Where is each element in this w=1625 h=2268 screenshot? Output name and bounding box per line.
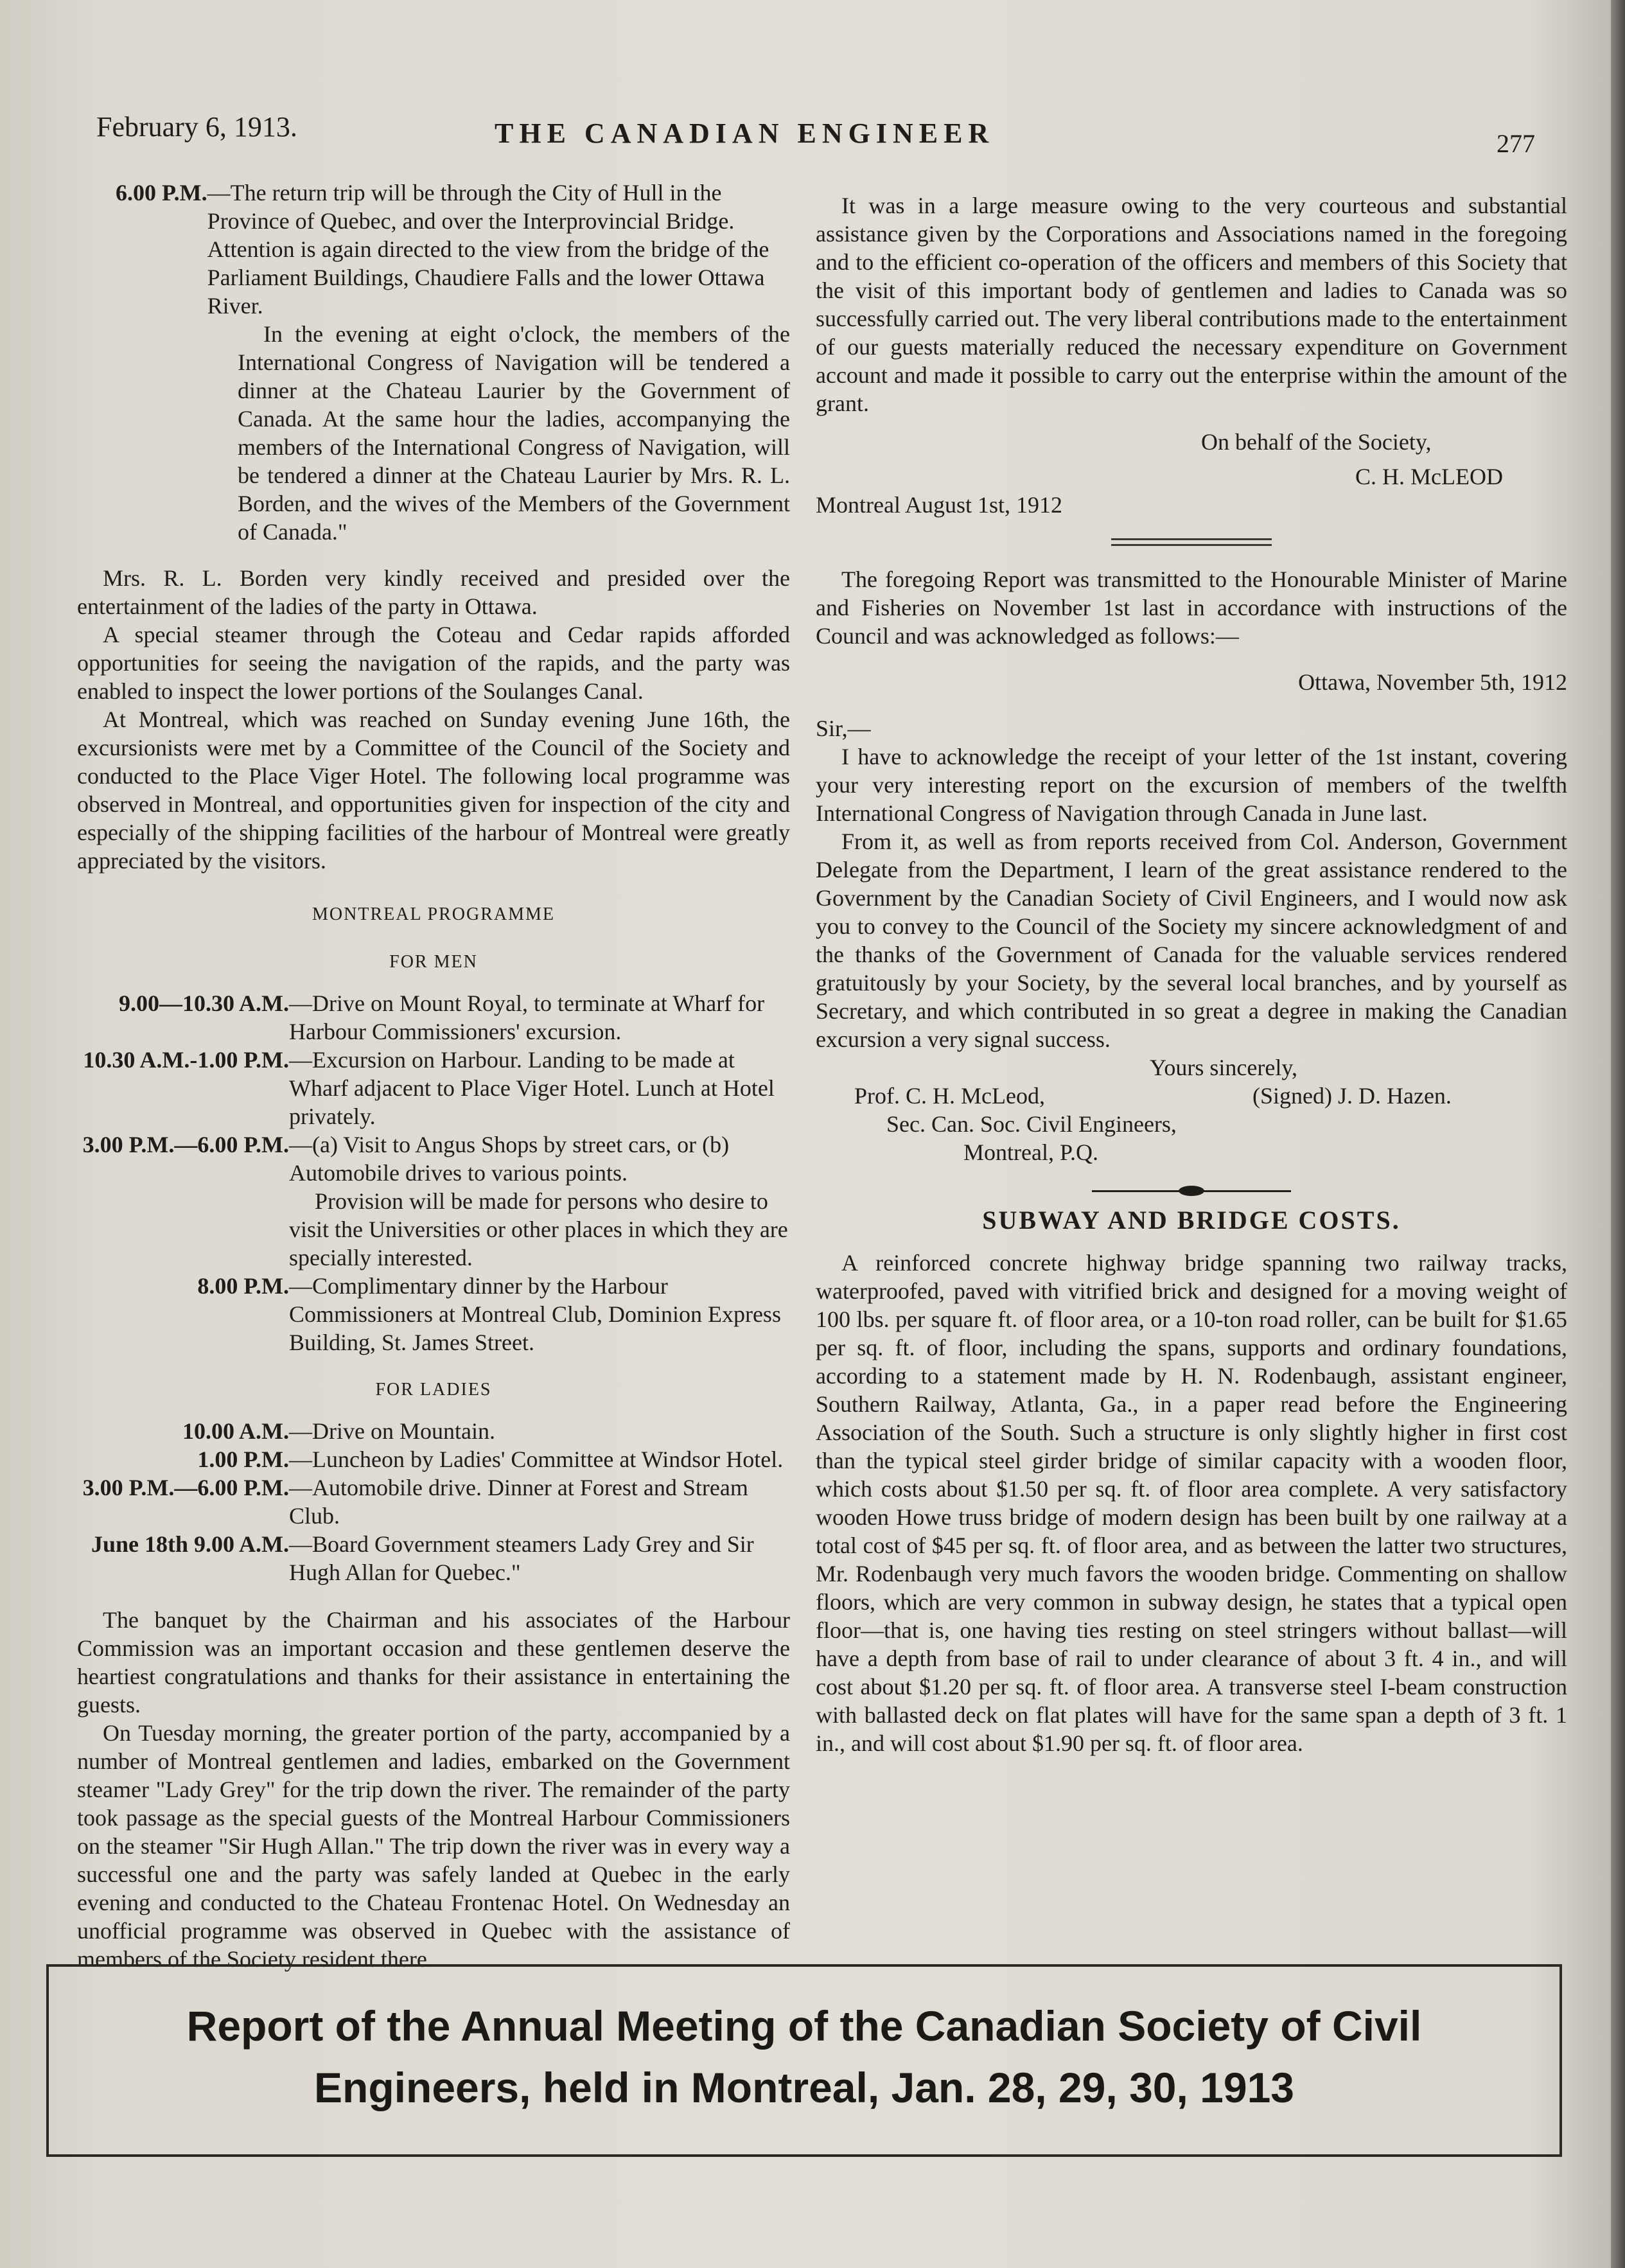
page-binding-edge	[1611, 0, 1625, 2268]
letter-signature-row	[854, 1082, 1567, 1110]
paragraph: Mrs. R. L. Borden very kindly received and presided over the entertainment of the ladies of the party in Ottawa.	[77, 565, 790, 619]
schedule-entry	[77, 1046, 790, 1130]
letter-date: Ottawa, November 5th, 1912	[1298, 669, 1567, 695]
paragraph: It was in a large measure owing to the very courteous and substantial assistance given by the Corporations and Associations named in the foregoing and to the efficient co-operation of the officers and members of this Society that the visit of this important body of gentlemen and ladies to Canada was so successfully carried out. The very liberal contributions made to the entertainment of our guests materially reduced the necessary expenditure on Government account and made it possible to carry out the enterprise within the amount of the grant.	[816, 193, 1567, 416]
schedule-entry	[77, 1130, 790, 1187]
schedule-entry	[77, 1417, 790, 1445]
addressee: Prof. C. H. McLeod,	[854, 1083, 1045, 1109]
letter-paragraph: From it, as well as from reports received from Col. Anderson, Government Delegate from the Department, I learn of the great assistance rendered to the Government by the Canadian Society of Civil Engineers, and I would now ask you to convey to the Council of the Society my sincere acknowledgment of and the thanks of the Government of Canada for the valuable services rendered gratuitously by your Society, by the several local branches, and by yourself as Secretary, and which contributed in so great a degree in making the Canadian excursion a very signal success.	[816, 829, 1567, 1052]
double-rule-divider	[1111, 538, 1272, 546]
running-head	[96, 103, 1535, 158]
schedule-time: 10.00 A.M.	[182, 1418, 289, 1444]
signed-name: (Signed) J. D. Hazen.	[1252, 1083, 1452, 1109]
subheading-ladies: FOR LADIES	[375, 1380, 492, 1400]
left-column	[77, 179, 790, 1973]
schedule-text: —Complimentary dinner by the Harbour Commissioners at Montreal Club, Dominion Express Building, St. James Street.	[289, 1273, 781, 1355]
ornament-dot	[1179, 1186, 1204, 1196]
subheading-men: FOR MEN	[389, 952, 478, 972]
page-number: 277	[1497, 129, 1535, 158]
schedule-text: Provision will be made for persons who desire to visit the Universities or other places in which they are specially interested.	[289, 1188, 788, 1270]
schedule-text: —Luncheon by Ladies' Committee at Windsor Hotel.	[289, 1446, 784, 1472]
letter-paragraph: I have to acknowledge the receipt of your letter of the 1st instant, covering your very interesting report on the excursion of members of the twelfth International Congress of Navigation through Canada in June last.	[816, 744, 1567, 826]
letter-closing: Yours sincerely,	[1150, 1055, 1297, 1080]
paragraph: The banquet by the Chairman and his associates of the Harbour Commission was an important occasion and these gentlemen deserve the heartiest congratulations and thanks for their assistance in entertaining the guests.	[77, 1607, 790, 1718]
schedule-text: —Excursion on Harbour. Landing to be made at Wharf adjacent to Place Viger Hotel. Lunch at Hotel privately.	[289, 1047, 775, 1129]
schedule-time: 1.00 P.M.	[197, 1446, 289, 1472]
schedule-entry	[77, 1473, 790, 1530]
right-column	[816, 191, 1567, 1757]
schedule-time: 8.00 P.M.	[197, 1273, 289, 1299]
section-body: A reinforced concrete highway bridge spanning two railway tracks, waterproofed, paved with vitrified brick and designed for a moving weight of 100 lbs. per square ft. of floor area, or a 10-ton road roller, can be built for $1.65 per sq. ft. of floor, including the spans, supports and ordinary foundations, according to a statement made by H. N. Rodenbaugh, assistant engineer, Southern Railway, Atlanta, Ga., in a paper read before the Engineering Association of the South. Such a structure is only slightly higher in first cost than the typical steel girder bridge of similar capacity with a wooden floor, which costs about $1.50 per sq. ft. of floor area complete. A very satisfactory wooden Howe truss bridge of modern design has been built by one railway at a total cost of $45 per sq. ft. of floor area, and as between the latter two structures, Mr. Rodenbaugh very much favors the wooden bridge. Commenting on shallow floors, which are very common in subway design, he states that a typical open floor—that is, one having ties resting on steel stringers without ballast—will have a depth from base of rail to under clearance of about 3 ft. 4 in., and will cost about $1.20 per sq. ft. of floor area. A transverse steel I-beam construction with ballasted deck on flat plates will have for the same span a depth of 3 ft. 1 in., and will cost about $1.90 per sq. ft. of floor area.	[816, 1250, 1567, 1756]
schedule-text: —Automobile drive. Dinner at Forest and Stream Club.	[289, 1475, 748, 1529]
schedule-entry	[77, 1272, 790, 1357]
salutation: Sir,—	[816, 716, 871, 741]
schedule-text: —Board Government steamers Lady Grey and Sir Hugh Allan for Quebec."	[289, 1531, 754, 1585]
schedule-time: 9.00—10.30 A.M.	[119, 990, 289, 1016]
schedule-time: 6.00 P.M.	[116, 180, 207, 206]
paragraph: A special steamer through the Coteau and Cedar rapids afforded opportunities for seeing the navigation of the rapids, and the party was enabled to inspect the lower portions of the Soulanges Canal.	[77, 622, 790, 704]
section-title: SUBWAY AND BRIDGE COSTS.	[982, 1206, 1401, 1235]
schedule-time: June 18th 9.00 A.M.	[91, 1531, 289, 1557]
schedule-text: —Drive on Mountain.	[289, 1418, 495, 1444]
schedule-text: —The return trip will be through the City of Hull in the Province of Quebec, and over the Interprovincial Bridge. Attention is again directed to the view from the bridge of the Parliament Buildings, Chaudiere Falls and the lower Ottawa River.	[207, 180, 769, 319]
annual-meeting-notice	[46, 1964, 1562, 2157]
schedule-entry	[116, 179, 790, 320]
paragraph: On Tuesday morning, the greater portion of the party, accompanied by a number of Montreal gentlemen and ladies, embarked on the Government steamer "Lady Grey" for the trip down the river. The remainder of the party took passage as the special guests of the Montreal Harbour Commissioners on the steamer "Sir Hugh Allan." The trip down the river was in every way a successful one and the party was safely landed at Quebec in the early evening and conducted to the Chateau Frontenac Hotel. On Wednesday an unofficial programme was observed in Quebec with the assistance of members of the Society resident there.	[77, 1720, 790, 1972]
opening-paragraph: In the evening at eight o'clock, the members of the International Congress of Navigation will be tendered a dinner at the Chateau Laurier by the Government of Canada. At the same hour the ladies, accompanying the members of the International Congress of Navigation, will be tendered a dinner at the Chateau Laurier by Mrs. R. L. Borden, and the wives of the Members of the Government of Canada."	[238, 321, 790, 545]
behalf-line: On behalf of the Society,	[1201, 429, 1432, 455]
paragraph: At Montreal, which was reached on Sunday evening June 16th, the excursionists were met by a Committee of the Council of the Society and conducted to the Place Viger Hotel. The following local programme was observed in Montreal, and opportunities given for inspection of the city and especially of the shipping facilities of the harbour of Montreal were greatly appreciated by the visitors.	[77, 707, 790, 874]
schedule-time: 3.00 P.M.—6.00 P.M.	[82, 1132, 289, 1157]
addressee: Montreal, P.Q.	[963, 1139, 1098, 1165]
schedule-entry	[77, 989, 790, 1046]
notice-line: Engineers, held in Montreal, Jan. 28, 29, 30, 1913	[314, 2064, 1294, 2111]
schedule-entry	[77, 1445, 790, 1473]
paragraph: The foregoing Report was transmitted to the Honourable Minister of Marine and Fisheries on November 1st last in accordance with instructions of the Council and was acknowledged as follows:—	[816, 567, 1567, 649]
schedule-time	[77, 1187, 289, 1272]
schedule-entry	[77, 1187, 790, 1272]
programme-heading: MONTREAL PROGRAMME	[312, 904, 555, 924]
place-date: Montreal August 1st, 1912	[816, 492, 1062, 518]
schedule-time: 10.30 A.M.-1.00 P.M.	[83, 1047, 289, 1073]
schedule-text: —Drive on Mount Royal, to terminate at Wharf for Harbour Commissioners' excursion.	[289, 990, 765, 1044]
addressee: Sec. Can. Soc. Civil Engineers,	[886, 1111, 1177, 1137]
schedule-entry	[77, 1530, 790, 1587]
notice-line: Report of the Annual Meeting of the Canadian Society of Civil	[186, 2002, 1422, 2050]
schedule-time: 3.00 P.M.—6.00 P.M.	[82, 1475, 289, 1500]
signatory: C. H. McLEOD	[1355, 464, 1503, 489]
issue-date: February 6, 1913.	[96, 111, 297, 143]
schedule-text: —(a) Visit to Angus Shops by street cars, or (b) Automobile drives to various points.	[289, 1132, 730, 1186]
journal-title: THE CANADIAN ENGINEER	[495, 118, 995, 149]
ornament-divider	[1092, 1184, 1291, 1197]
